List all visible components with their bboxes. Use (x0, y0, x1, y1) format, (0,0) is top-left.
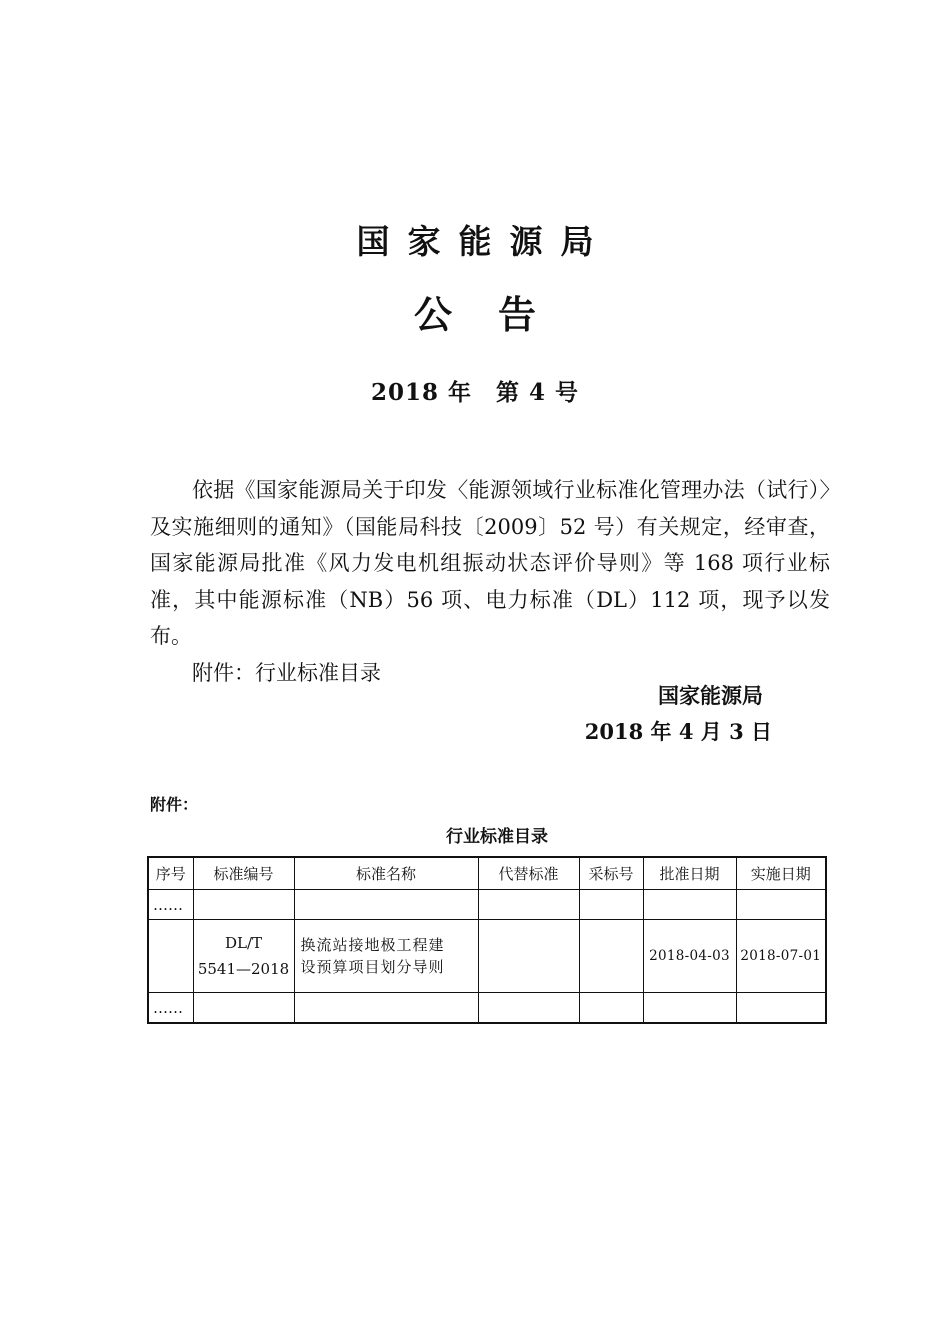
cell-effective (736, 993, 826, 1024)
signature-date: 2018 年 4 月 3 日 (584, 719, 772, 744)
cell-replaces (478, 890, 579, 920)
cell-name (294, 890, 478, 920)
standards-table (147, 856, 827, 1024)
attachment-note: 附件：行业标准目录 (192, 660, 381, 685)
table-row (148, 993, 826, 1024)
cell-seq (148, 920, 193, 993)
signature-org: 国家能源局 (658, 684, 763, 708)
header-seq: 序号 (148, 857, 193, 890)
cell-seq: …… (148, 993, 193, 1024)
cell-effective: 2018-07-01 (736, 920, 826, 993)
name-line-2: 设预算项目划分导则 (300, 958, 445, 976)
cell-approved (643, 993, 736, 1024)
announcement-paragraph: 依据《国家能源局关于印发〈能源领域行业标准化管理办法（试行）〉及实施细则的通知》（国能局科技〔2009〕52 号）有关规定，经审查，国家能源局批准《风力发电机组振动状态评价导则》等 168 项行业标准，其中能源标准（NB）56 项、电力标准（DL）112 项，现予以发布。 (150, 478, 830, 648)
cell-adopted (579, 890, 643, 920)
table-row (148, 890, 826, 920)
cell-approved: 2018-04-03 (643, 920, 736, 993)
announcement-body (150, 472, 830, 691)
header-approved: 批准日期 (643, 857, 736, 890)
header-code: 标准编号 (193, 857, 294, 890)
cell-effective (736, 890, 826, 920)
cell-seq: …… (148, 890, 193, 920)
header-name: 标准名称 (294, 857, 478, 890)
cell-replaces (478, 920, 579, 993)
name-line-1: 换流站接地极工程建 (300, 936, 445, 954)
document-number: 2018 年 第 4 号 (370, 379, 580, 406)
cell-name (294, 993, 478, 1024)
cell-code (193, 920, 294, 993)
cell-replaces (478, 993, 579, 1024)
cell-code (193, 890, 294, 920)
header-effective: 实施日期 (736, 857, 826, 890)
header-adopted: 采标号 (579, 857, 643, 890)
issuer-title: 国家能源局 (356, 222, 612, 261)
cell-name (294, 920, 478, 993)
document-type: 公告 (413, 293, 582, 337)
attachment-label: 附件： (150, 795, 199, 814)
table-title: 行业标准目录 (446, 827, 548, 847)
cell-adopted (579, 920, 643, 993)
cell-approved (643, 890, 736, 920)
cell-adopted (579, 993, 643, 1024)
table-header-row (148, 857, 826, 890)
code-line-2: 5541—2018 (197, 960, 290, 978)
code-line-1: DL/T (224, 934, 263, 952)
table-row (148, 920, 826, 993)
header-replaces: 代替标准 (478, 857, 579, 890)
cell-code (193, 993, 294, 1024)
